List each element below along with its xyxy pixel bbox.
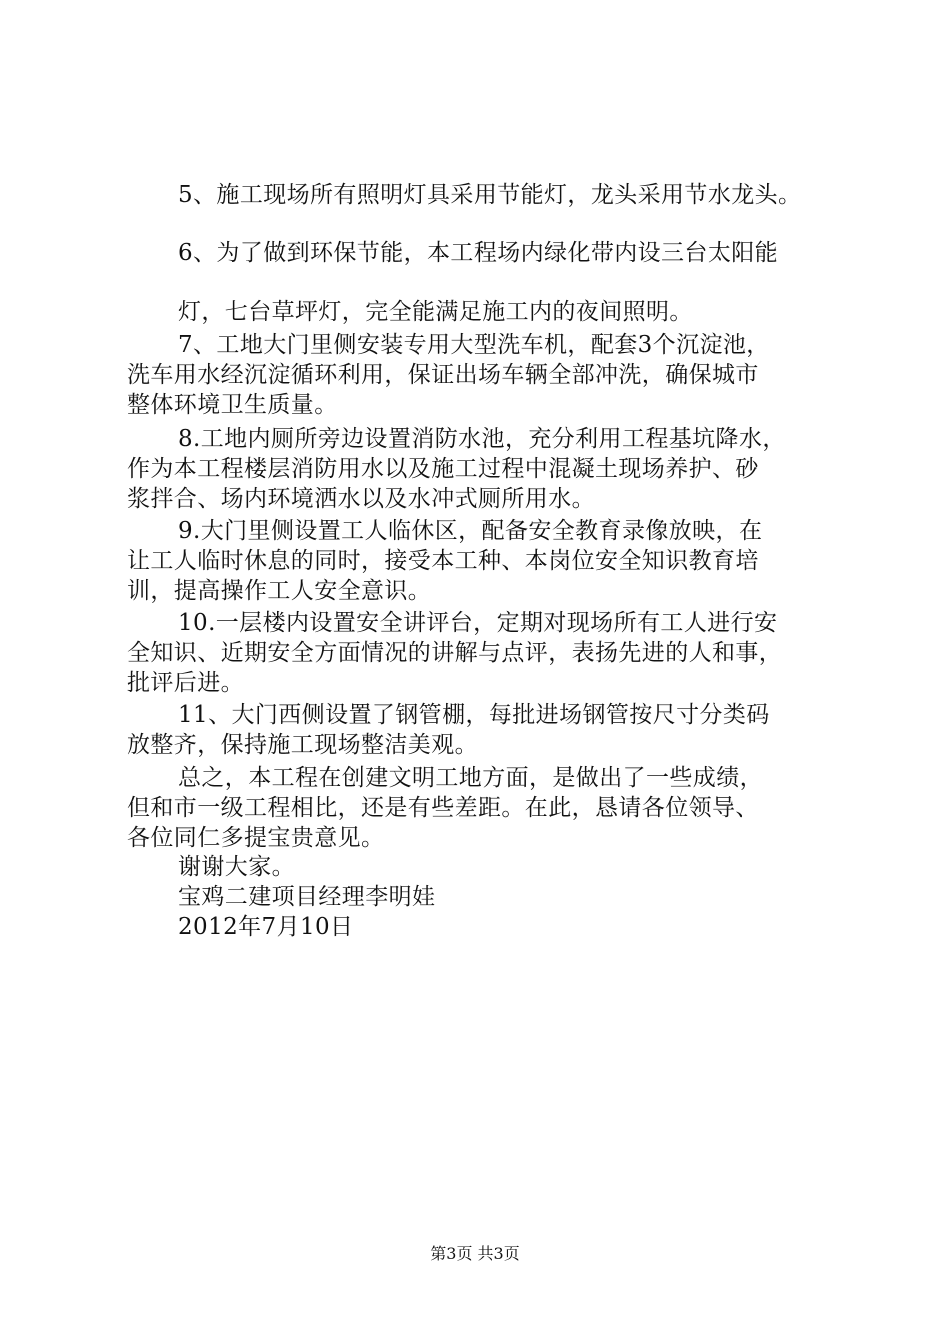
paragraph-8-line-3: 浆拌合、场内环境洒水以及水冲式厕所用水。 (127, 486, 595, 512)
paragraph-5: 5、施工现场所有照明灯具采用节能灯，龙头采用节水龙头。 (178, 182, 802, 208)
paragraph-10-line-1: 10.一层楼内设置安全讲评台，定期对现场所有工人进行安 (178, 610, 778, 636)
paragraph-10-line-2: 全知识、近期安全方面情况的讲解与点评，表扬先进的人和事， (127, 640, 783, 666)
page-footer: 第3页 共3页 (430, 1244, 520, 1263)
conclusion-line-1: 总之，本工程在创建文明工地方面，是做出了一些成绩， (178, 765, 763, 791)
paragraph-10-line-3: 批评后进。 (127, 670, 244, 696)
conclusion-line-3: 各位同仁多提宝贵意见。 (127, 825, 385, 851)
paragraph-8-line-1: 8.工地内厕所旁边设置消防水池，充分利用工程基坑降水， (178, 426, 786, 452)
paragraph-6-line-2: 灯，七台草坪灯，完全能满足施工内的夜间照明。 (178, 299, 693, 325)
paragraph-9-line-3: 训，提高操作工人安全意识。 (127, 578, 432, 604)
paragraph-7-line-2: 洗车用水经沉淀循环利用，保证出场车辆全部冲洗，确保城市 (127, 362, 759, 388)
conclusion-line-2: 但和市一级工程相比，还是有些差距。在此，恳请各位领导、 (127, 795, 759, 821)
signature-line: 宝鸡二建项目经理李明娃 (178, 884, 436, 910)
paragraph-11-line-1: 11、大门西侧设置了钢管棚，每批进场钢管按尺寸分类码 (178, 702, 770, 728)
paragraph-8-line-2: 作为本工程楼层消防用水以及施工过程中混凝土现场养护、砂 (127, 456, 759, 482)
paragraph-6-line-1: 6、为了做到环保节能，本工程场内绿化带内设三台太阳能 (178, 240, 779, 266)
date-line: 2012年7月10日 (178, 914, 354, 940)
thanks-line: 谢谢大家。 (178, 854, 295, 880)
paragraph-9-line-1: 9.大门里侧设置工人临休区，配备安全教育录像放映，在 (178, 518, 763, 544)
paragraph-7-line-3: 整体环境卫生质量。 (127, 392, 338, 418)
paragraph-11-line-2: 放整齐，保持施工现场整洁美观。 (127, 732, 478, 758)
paragraph-9-line-2: 让工人临时休息的同时，接受本工种、本岗位安全知识教育培 (127, 548, 759, 574)
paragraph-7-line-1: 7、工地大门里侧安装专用大型洗车机，配套3个沉淀池， (178, 332, 770, 358)
